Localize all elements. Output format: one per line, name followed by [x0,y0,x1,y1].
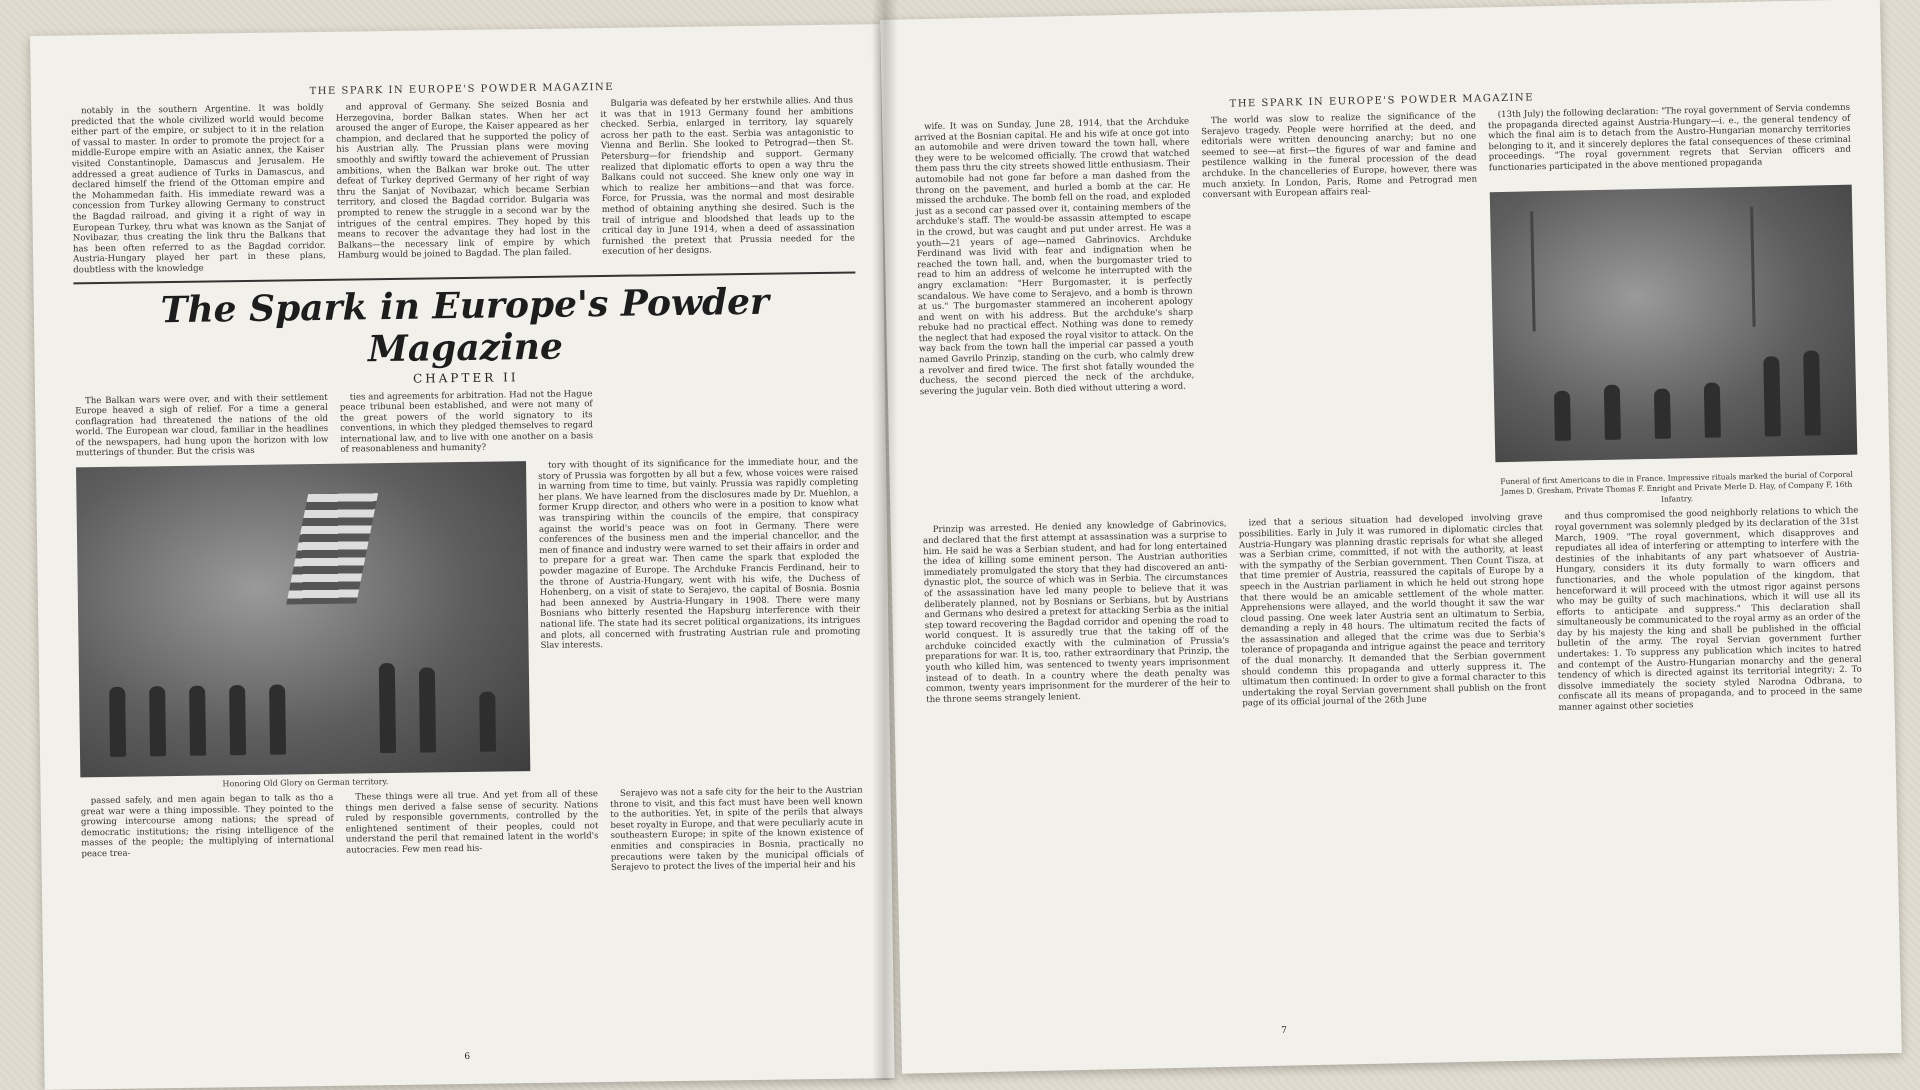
right-top-col-1: wife. It was on Sunday, June 28, 1914, that the Archduke arrived at the Bosnian capital. He and his wife at once got into an automobile and were driven toward the town hall, where they were to be welcomed officially. The crowd that watched them pass thru the city streets showed little enthusiasm. Their automobile had not gone far before a man dashed from the throng on the pavement, and hurled a bomb at the car. He missed the archduke. The bomb fell on the road, and exploded just as a second car passed over it, containing members of the archduke's staff. The would-be assassin attempted to escape in the crowd, but was caught and put under arrest. He was a youth—21 years of age—named Gabrinovics. Archduke Ferdinand was livid with fear and indignation when he reached the town hall, and, when the burgomaster tried to read to him an address of welcome he interrupted with the angry exclamation: "Herr Burgomaster, it is perfectly scandalous. We have come to Serajevo, and a bomb is thrown at us." The burgomaster stammered an incoherent apology and went on with his address. But the archduke's sharp rebuke had no practical effect. Nothing was done to remedy the neglect that had exposed the royal visitor to attack. On the way back from the town hall the imperial car passed a youth named Gavrilo Prinzip, standing on the curb, who calmly drew a revolver and fired twice. The first shot fatally wounded the duchess, the second pierced the neck of the archduke, severing the jugular vein. Both died without uttering a word. [914,116,1195,398]
soldier-figure [1603,384,1620,439]
right-bottom-col-1: Prinzip was arrested. He denied any knowledge of Gabrinovics, and declared that the first attempt at assassination was a surprise to him. He said he was a Serbian student, and had for long entertained the idea of killing some eminent person. The Austrian authorities immediately promulgated the story that they had discovered an anti-dynastic plot, the source of which was in Serbia. The circumstances of the assassination have led many people to believe that it was deliberately planned, not by Bosnians or Serbians, but by Austrians and Germans who desired a pretext for attacking Serbia as the initial step toward recovering the Bagdad corridor and opening the road to world conquest. It is assuredly true that the taking off of the archduke coincided exactly with the culmination of Prussia's preparations for war. It is, too, rather extraordinary that Prinzip, the youth who killed him, was sentenced to twenty years imprisonment instead of to death. In a country where the death penalty was common, twenty years imprisonment for the murderer of the heir to the throne seems strangely lenient. [922,519,1231,706]
soldier-figure [189,686,206,756]
soldier-figure [479,692,496,752]
right-top-col-2: The world was slow to realize the significance of the Serajevo tragedy. People were horrified at the deed, and editorials were written denouncing anarchy; but no one seemed to see—at first—the figures of war and famine and pestilence walking in the funeral procession of the dead archduke. In the chancelleries of Europe, however, there was much anxiety. In London, Paris, Rome and Petrograd men conversant with European affairs real- [1201,110,1478,201]
right-top-left-columns [914,111,1481,400]
soldier-figure [109,687,126,757]
left-top-col-3: Bulgaria was defeated by her erstwhile allies. And thus it was that in 1913 Germany found her ambitions checked. Serbia, enlarged in territory, lay squarely across her path to the east. Serbia was antagonistic to Vienna and Berlin. She looked to Petrograd—then St. Petersburg—for friendship and support. Germany realized that diplomatic efforts to open a way thru the Balkans could not succeed. She knew only one way in which to realize her ambitions—and that was force. Force, for Prussia, was the normal and most desirable method of obtaining anything she desired. Such is the trail of intrigue and bloodshed that leads up to the critical day in June 1914, when a deed of assassination furnished the pretext that Prussia needed for the execution of her designs. [600,95,855,258]
left-photo-block [76,461,531,796]
article-headline: The Spark in Europe's Powder Magazine [160,280,770,370]
old-glory-photo [76,461,530,777]
right-bottom-col-3: and thus compromised the good neighborly relations to which the royal government was solemnly pledged by its declaration of the 31st March, 1909. "The royal government, which disapproves and repudiates all idea of interfering or attempting to interfere with the destinies of the inhabitants of any part whatsoever of Austria-Hungary, considers it its duty formally to warn officers and functionaries, and the whole population of the kingdom, that henceforward it will proceed with the utmost rigor against persons who may be guilty of such machinations, which it will use all its efforts to anticipate and suppress." This declaration shall simultaneously be communicated to the royal army as an order of the day by his majesty the king and shall be published in the official bulletin of the army. The royal Servian government further undertakes: 1. To suppress any publication which incites to hatred and contempt of the Austro-Hungarian monarchy and the general tendency of which is directed against its territorial integrity; 2. To dissolve immediately the society styled Narodna Odbrana, to confiscate all its means of propaganda, and to proceed in the same manner against other societies [1554,505,1863,713]
chapter-col-3-intro [604,385,858,452]
left-top-col-2: and approval of Germany. She seized Bosnia and Herzegovina, border Balkan states. When her act aroused the anger of Europe, the Kaiser appeared as her champion, and declared that he supported the policy of his Austrian ally. The Prussian plans were moving smoothly and swiftly toward the achievement of Prussian ambitions, when the Balkan war broke out. The utter defeat of Turkey deprived Germany of her right of way thru the Sanjat of Novibazar, which became Serbian territory, and closed the Bagdad corridor. Bulgaria was prompted to renew the struggle in a second war by the intrigues of the central empires. They hoped by this means to recover the advantage they had lost in the Balkans—the necessary link of empire by which Hamburg would be joined to Bagdad. The plan failed. [335,99,591,262]
soldier-figure [1703,382,1720,437]
flag-shape [286,493,378,604]
chapter-col-3 [538,457,863,790]
right-top-col-2-wrap [1201,111,1482,394]
right-top-left [914,111,1484,526]
right-top-area [914,103,1858,526]
right-page [880,0,1902,1074]
left-photo-caption: Honoring Old Glory on German territory. [222,777,389,789]
right-bottom-col-2: ized that a serious situation had developed involving grave possibilities. Early in July it was rumored in diplomatic circles that Austria-Hungary was planning drastic reprisals for what she alleged was a Serbian crime, committed, if not with the authority, at least with the sympathy of the Serbian government. Then Count Tisza, at that time premier of Austria, reassured the capitals of Europe by a speech in the Austrian parliament in which he held out strong hope that there would be an amicable settlement of the whole matter. Apprehensions were allayed, and the world thought it saw the war cloud passing. One week later Austria sent an ultimatum to Serbia, demanding a reply in 48 hours. The ultimatum recited the facts of the assassination and alleged that the crime was due to Serbia's tolerance of propaganda and intrigue against the peace and territory of the dual monarchy. It demanded that the Serbian government should condemn this propaganda and utterly suppress it. The ultimatum then continued: In order to give a formal character to this undertaking the royal Servian government shall publish on the front page of its official journal of the 26th June [1238,512,1547,709]
soldier-figure [1654,388,1671,438]
left-bottom-col-3: Serajevo was not a safe city for the heir to the Austrian throne to visit, and this fact must have been well known to the authorities. Yet, in spite of the perils that always beset royalty in Europe, and that were peculiarly acute in southeastern Europe; in spite of the known existence of enmities and conspiracies in Bosnia, practically no precautions were taken by the municipal officials of Serajevo to protect the lives of the imperial heir and his [610,785,864,874]
soldier-figure [1803,350,1821,435]
soldier-figure [379,663,396,753]
right-photo-caption: Funeral of first Americans to die in France. Impressive rituals marked the burial of Corporal James D. Gresham, Private Thomas F. Enright and Private Merle D. Hay, of Company F, 16th Infantry. [1500,469,1853,504]
tree-shape [1530,211,1536,331]
right-running-head: THE SPARK IN EUROPE'S POWDER MAGAZINE [1229,92,1535,110]
tree-shape [1750,206,1756,326]
right-bottom-columns [923,506,1863,729]
left-photo-area [76,457,863,797]
right-top-col-3: (13th July) the following declaration: "The royal government of Servia condemns the propaganda directed against Austria-Hungary—i. e., the general tendency of which the final aim is to detach from the Austro-Hungarian monarchy territories belonging to it, and it sincerely deplores the fatal consequences of these criminal proceedings. "The royal government regrets that Servian officers and functionaries participated in the above mentioned propaganda [1487,102,1852,174]
left-bottom-col-1: passed safely, and men again began to talk as tho a great war were a thing impossible. They pointed to the growing intercourse among nations; the spread of democratic institutions; the rising intelligence of the masses of the people; the multiplying of international peace trea- [80,792,334,860]
chapter-columns [75,385,858,461]
soldier-figure [269,685,286,755]
soldier-figure [1554,390,1571,440]
soldier-figure [419,667,436,752]
soldier-figure [1763,356,1781,436]
left-bottom-col-2: These things were all true. And yet from all of these things men derived a false sense of security. Nations ruled by responsible governments, controlled by the enlightened sentiment of their peoples, could not understand the peril that remained latent in the world's autocracies. Few men read his- [345,789,599,856]
left-top-col-1: notably in the southern Argentine. It was boldly predicted that the whole civilized world would become either part of the empire, or subject to it in the relation of vassal to master. In order to promote the project for a middle-Europe empire with an Asiatic annex, the Kaiser visited Constantinople, Damascus and Jerusalem. He addressed a great audience of Turks in Damascus, and declared himself the friend of the Ottoman empire and the Mohammedan faith. His immediate reward was a concession from Turkey allowing Germany to construct the Bagdad railroad, and giving it a right of way in European Turkey, thru what was known as the Sanjat of Novibazar, thus creating the link thru the Balkans that has been often referred to as the Bagdad corridor. Austria-Hungary played her part in these plans, doubtless with the knowledge [71,102,326,276]
left-page [30,24,895,1090]
funeral-photo [1489,184,1857,462]
right-top-right-column [1488,103,1859,514]
left-page-number: 6 [464,1051,471,1063]
soldier-figure [149,686,166,756]
chapter-col-2: ties and agreements for arbitration. Had not the Hague peace tribunal been established, and were not many of the great powers of the world signatory to its conventions, in which they pledged themselves to regard international law, and to live with one another on a basis of reasonableness and humanity? [339,388,594,456]
left-running-head: THE SPARK IN EUROPE'S POWDER MAGAZINE [309,81,615,98]
left-bottom-columns [81,786,864,884]
left-top-columns [71,96,855,278]
chapter-label: CHAPTER II [412,369,519,386]
soldier-figure [229,685,246,755]
chapter-col-1: The Balkan wars were over, and with their settlement Europe heaved a sigh of relief. For a time a general conflagration had threatened the nations of the old world. The European war cloud, familiar in the headlines of the newspapers, had hung upon the horizon with low mutterings of thunder. But the crisis was [75,392,329,459]
right-page-number: 7 [1281,1025,1288,1036]
chapter-col-3-text: tory with thought of its significance for the immediate hour, and the story of Prussia was forgotten by all but a few, whose voices were raised in warning from time to time, but vainly. Prussia was rapidly completing her plans. We have learned from the disclosures made by Dr. Muehlon, a former Krupp director, and others who were in a position to know what was transpiring within the councils of the empire, that conspiracy against the world's peace was on foot in Germany. There were conferences of the business men and the imperial chancellor, and the men of finance and industry were warned to set their affairs in order and to prepare for a great war. Then came the spark that exploded the powder magazine of Europe. The Archduke Francis Ferdinand, heir to the throne of Austria-Hungary, went with his wife, the Duchess of Hohenberg, on a visit of state to Serajevo, the capital of Bosnia. Bosnia had been annexed by Austria-Hungary in 1908. There were many Bosnians who bitterly resented the Hapsburg interference with their national life. The state had its secret political organizations, its intrigues and plots, all concerned with frustrating Austrian rule and promoting Slav interests. [538,456,861,652]
